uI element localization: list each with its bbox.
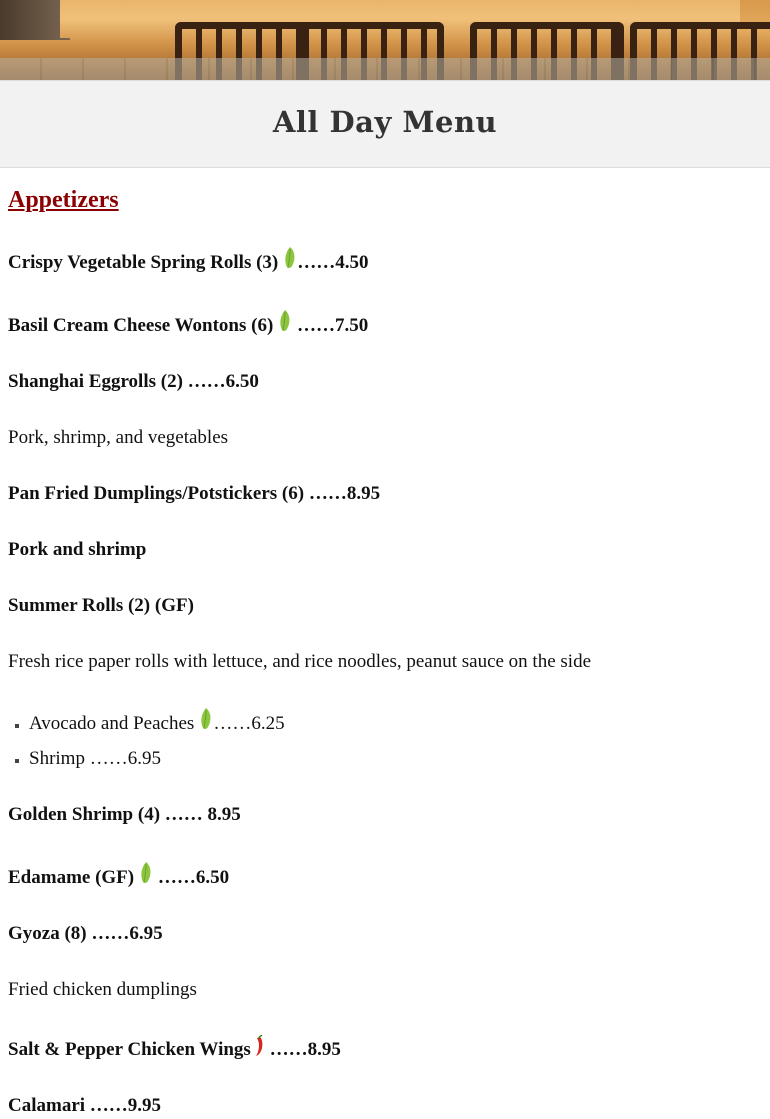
menu-item	[8, 861, 762, 889]
list-item	[29, 748, 762, 770]
menu-item-name: Salt & Pepper Chicken Wings	[8, 1039, 251, 1060]
menu-item-name: Basil Cream Cheese Wontons (6)	[8, 315, 274, 336]
menu-item-name: Gyoza (8) ……6.95	[8, 923, 163, 944]
menu-item-description: Fresh rice paper rolls with lettuce, and rice noodles, peanut sauce on the side	[8, 651, 591, 672]
page-title: All Day Menu	[272, 105, 498, 139]
menu-item-price: ……4.50	[297, 252, 369, 273]
hero-banner-image	[0, 0, 770, 80]
menu-item	[8, 1035, 762, 1061]
hero-floor	[0, 58, 770, 80]
menu-item-price: ……8.95	[269, 1039, 341, 1060]
vegetarian-leaf-icon	[278, 309, 292, 333]
option-price: ……6.25	[213, 713, 285, 734]
option-label: Avocado and Peaches	[29, 713, 195, 734]
vegetarian-leaf-icon	[283, 246, 297, 270]
menu-item-name: Shanghai Eggrolls (2) ……6.50	[8, 371, 259, 392]
menu-item-name: Summer Rolls (2) (GF)	[8, 595, 194, 616]
menu-item-price: ……6.50	[157, 867, 230, 888]
menu-item-name: Pan Fried Dumplings/Potstickers (6) ……8.95	[8, 483, 381, 504]
menu-content	[0, 186, 770, 1117]
menu-item-options-list	[8, 707, 762, 770]
menu-item-price: ……7.50	[297, 315, 369, 336]
menu-item	[8, 246, 762, 274]
section-title-appetizers: Appetizers	[8, 187, 119, 213]
menu-item-name: Calamari ……9.95	[8, 1095, 162, 1116]
menu-item	[8, 309, 762, 337]
menu-item-description: Pork, shrimp, and vegetables	[8, 427, 229, 448]
option-label: Shrimp ……6.95	[29, 748, 161, 769]
vegetarian-leaf-icon	[139, 861, 153, 885]
menu-header	[0, 80, 770, 168]
menu-item-name: Crispy Vegetable Spring Rolls (3)	[8, 252, 279, 273]
menu-item-description: Pork and shrimp	[8, 539, 147, 560]
list-item	[29, 707, 762, 735]
menu-item-name: Edamame (GF)	[8, 867, 135, 888]
vegetarian-leaf-icon	[199, 707, 213, 731]
spicy-pepper-icon	[255, 1035, 265, 1057]
menu-item-description: Fried chicken dumplings	[8, 979, 197, 1000]
menu-item-name: Golden Shrimp (4) …… 8.95	[8, 804, 241, 825]
